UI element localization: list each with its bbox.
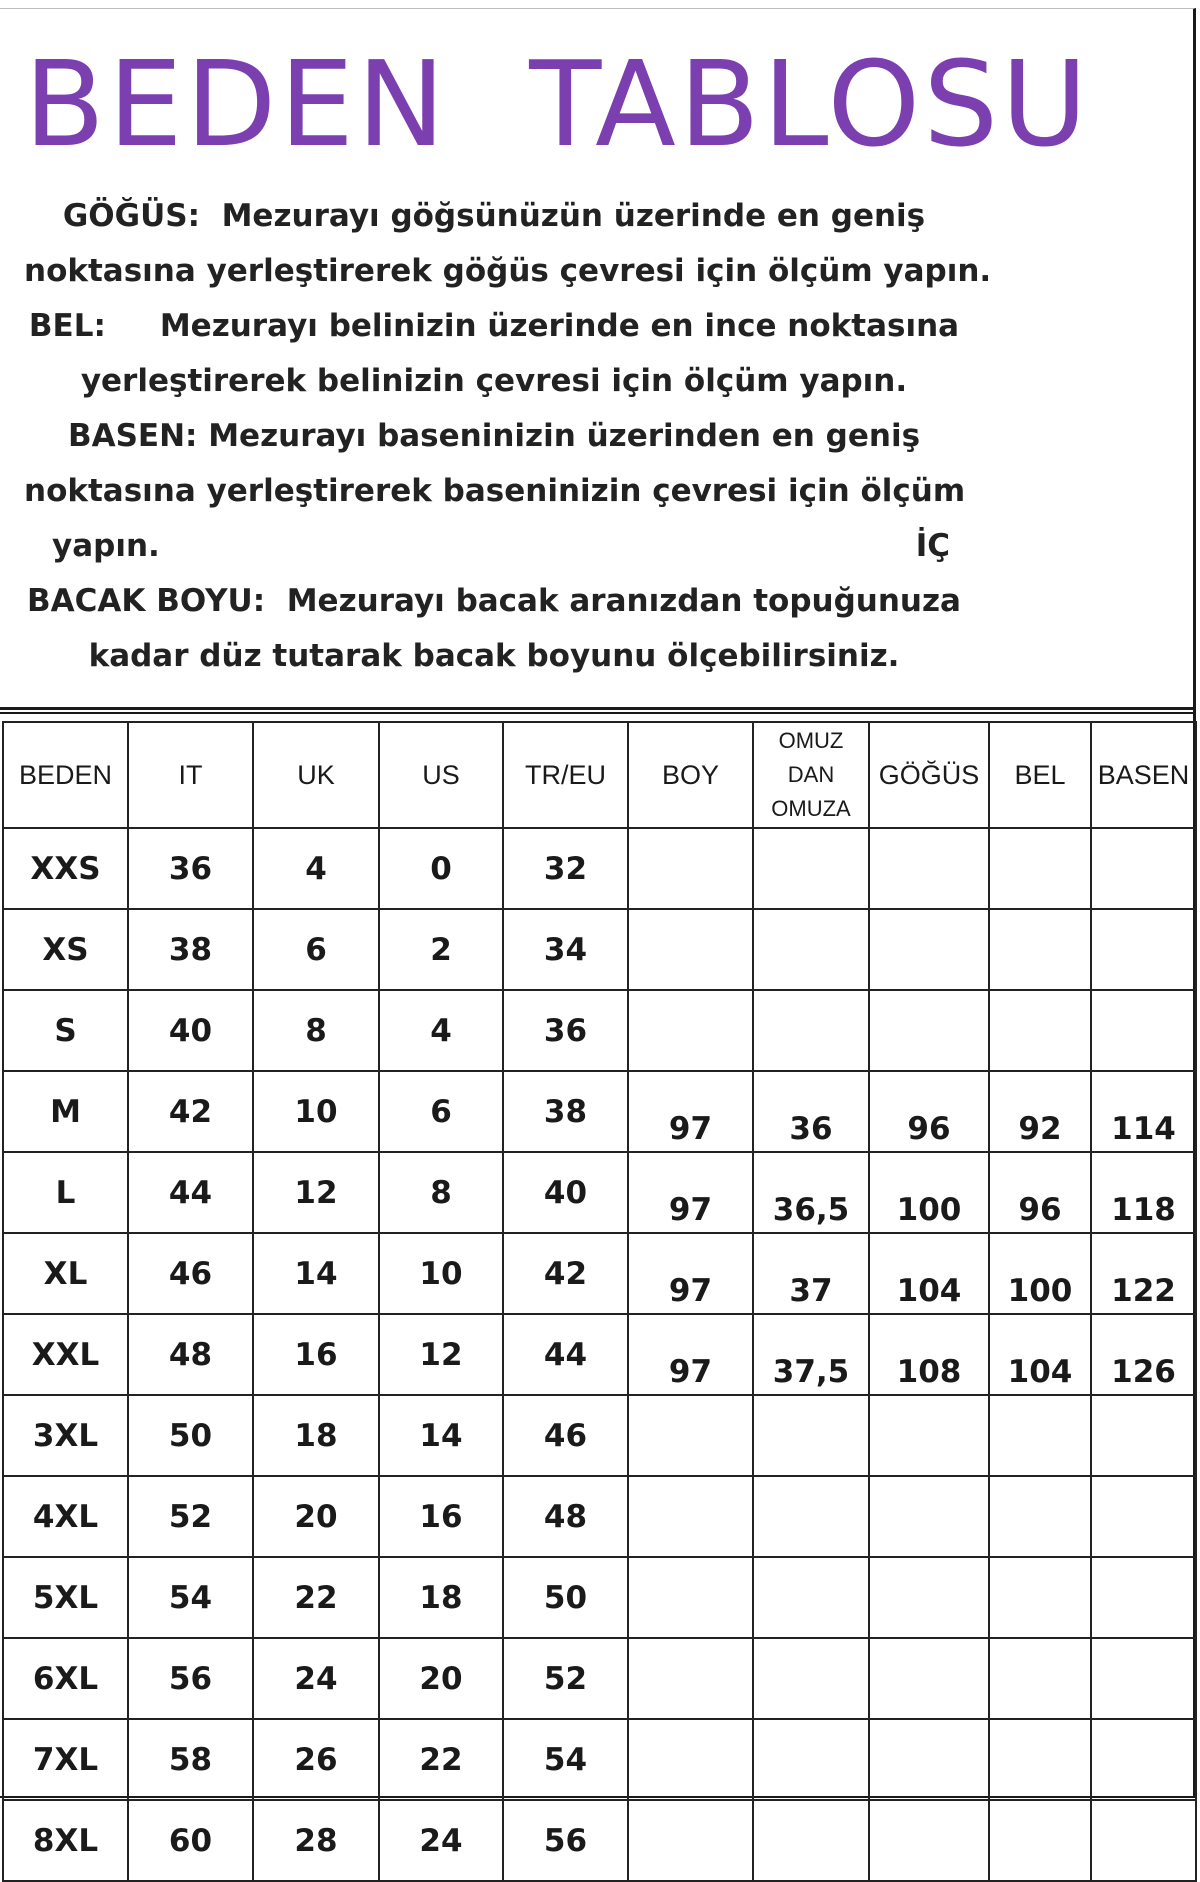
cell-boy	[628, 1557, 753, 1638]
cell-beden: XXS	[3, 828, 128, 909]
cell-it: 58	[128, 1719, 253, 1800]
cell-us: 6	[379, 1071, 503, 1152]
cell-uk: 4	[253, 828, 379, 909]
table-header-row	[3, 722, 1196, 828]
table-row	[3, 1638, 1196, 1719]
cell-shoulder: 36	[753, 1071, 869, 1152]
cell-uk: 24	[253, 1638, 379, 1719]
cell-hip	[1091, 1476, 1196, 1557]
cell-us: 18	[379, 1557, 503, 1638]
cell-chest: 104	[869, 1233, 989, 1314]
header-waist: BEL	[989, 722, 1091, 828]
cell-us: 14	[379, 1395, 503, 1476]
cell-uk: 8	[253, 990, 379, 1071]
cell-uk: 6	[253, 909, 379, 990]
cell-boy	[628, 1719, 753, 1800]
header-shoulder: OMUZ DAN OMUZA	[753, 722, 869, 828]
cell-waist	[989, 828, 1091, 909]
cell-tr-eu: 38	[503, 1071, 628, 1152]
page-title: BEDEN TABLOSU	[24, 35, 1091, 173]
cell-boy: 97	[628, 1314, 753, 1395]
table-row	[3, 828, 1196, 909]
cell-boy	[628, 1638, 753, 1719]
cell-shoulder	[753, 1557, 869, 1638]
cell-tr-eu: 44	[503, 1314, 628, 1395]
cell-chest	[869, 828, 989, 909]
cell-shoulder	[753, 1800, 869, 1881]
cell-waist: 92	[989, 1071, 1091, 1152]
cell-tr-eu: 34	[503, 909, 628, 990]
cell-beden: XS	[3, 909, 128, 990]
cell-it: 42	[128, 1071, 253, 1152]
cell-shoulder	[753, 828, 869, 909]
cell-hip	[1091, 1800, 1196, 1881]
cell-chest	[869, 1719, 989, 1800]
table-row	[3, 1557, 1196, 1638]
cell-it: 50	[128, 1395, 253, 1476]
cell-hip: 118	[1091, 1152, 1196, 1233]
cell-hip	[1091, 1557, 1196, 1638]
instruction-hip-line-3-text: yapın.	[52, 528, 160, 564]
cell-us: 2	[379, 909, 503, 990]
cell-chest	[869, 990, 989, 1071]
table-row	[3, 1314, 1196, 1395]
cell-hip	[1091, 1395, 1196, 1476]
cell-tr-eu: 32	[503, 828, 628, 909]
cell-hip	[1091, 828, 1196, 909]
cell-waist: 100	[989, 1233, 1091, 1314]
cell-hip	[1091, 1719, 1196, 1800]
header-tr-eu: TR/EU	[503, 722, 628, 828]
cell-hip: 126	[1091, 1314, 1196, 1395]
cell-hip: 122	[1091, 1233, 1196, 1314]
cell-uk: 12	[253, 1152, 379, 1233]
table-row	[3, 1395, 1196, 1476]
instruction-waist-line-2: yerleştirerek belinizin çevresi için ölçüm yapın.	[80, 363, 908, 399]
header-it: IT	[128, 722, 253, 828]
cell-boy	[628, 828, 753, 909]
cell-beden: 4XL	[3, 1476, 128, 1557]
cell-boy	[628, 909, 753, 990]
table-row	[3, 909, 1196, 990]
cell-tr-eu: 36	[503, 990, 628, 1071]
size-table	[2, 721, 1197, 1882]
table-row	[3, 1233, 1196, 1314]
header-boy: BOY	[628, 722, 753, 828]
cell-beden: 3XL	[3, 1395, 128, 1476]
cell-chest	[869, 1638, 989, 1719]
cell-it: 60	[128, 1800, 253, 1881]
cell-it: 52	[128, 1476, 253, 1557]
cell-chest	[869, 1395, 989, 1476]
cell-us: 12	[379, 1314, 503, 1395]
cell-beden: XL	[3, 1233, 128, 1314]
table-row	[3, 1719, 1196, 1800]
cell-hip: 114	[1091, 1071, 1196, 1152]
cell-waist	[989, 1476, 1091, 1557]
section-divider	[0, 707, 1196, 714]
cell-uk: 26	[253, 1719, 379, 1800]
header-chest: GÖĞÜS	[869, 722, 989, 828]
instruction-chest-line-2: noktasına yerleştirerek göğüs çevresi için ölçüm yapın.	[24, 253, 992, 289]
cell-tr-eu: 48	[503, 1476, 628, 1557]
cell-beden: XXL	[3, 1314, 128, 1395]
cell-it: 36	[128, 828, 253, 909]
table-body	[3, 828, 1196, 1881]
cell-it: 54	[128, 1557, 253, 1638]
cell-waist	[989, 1638, 1091, 1719]
cell-hip	[1091, 909, 1196, 990]
cell-uk: 20	[253, 1476, 379, 1557]
cell-chest	[869, 1800, 989, 1881]
cell-beden: 8XL	[3, 1800, 128, 1881]
cell-chest	[869, 909, 989, 990]
cell-tr-eu: 54	[503, 1719, 628, 1800]
instruction-waist-line-1: BEL: Mezurayı belinizin üzerinde en ince noktasına	[28, 308, 960, 344]
cell-shoulder	[753, 1395, 869, 1476]
instruction-inseam-line-2: kadar düz tutarak bacak boyunu ölçebilirsiniz.	[88, 638, 900, 674]
header-us: US	[379, 722, 503, 828]
table-row	[3, 1152, 1196, 1233]
cell-hip	[1091, 990, 1196, 1071]
cell-shoulder	[753, 909, 869, 990]
cell-boy: 97	[628, 1233, 753, 1314]
instruction-hip-line-1: BASEN: Mezurayı baseninizin üzerinden en geniş	[67, 418, 921, 454]
cell-it: 56	[128, 1638, 253, 1719]
cell-tr-eu: 56	[503, 1800, 628, 1881]
cell-us: 10	[379, 1233, 503, 1314]
cell-beden: 7XL	[3, 1719, 128, 1800]
table-row	[3, 990, 1196, 1071]
cell-tr-eu: 40	[503, 1152, 628, 1233]
header-hip: BASEN	[1091, 722, 1196, 828]
cell-tr-eu: 42	[503, 1233, 628, 1314]
cell-shoulder	[753, 1476, 869, 1557]
cell-tr-eu: 46	[503, 1395, 628, 1476]
cell-us: 22	[379, 1719, 503, 1800]
cell-boy	[628, 1476, 753, 1557]
instruction-inseam-line-1: BACAK BOYU: Mezurayı bacak aranızdan topuğunuza	[27, 583, 961, 619]
cell-uk: 28	[253, 1800, 379, 1881]
cell-shoulder	[753, 1638, 869, 1719]
cell-hip	[1091, 1638, 1196, 1719]
cell-boy: 97	[628, 1152, 753, 1233]
cell-it: 40	[128, 990, 253, 1071]
cell-boy	[628, 1395, 753, 1476]
cell-us: 20	[379, 1638, 503, 1719]
header-uk: UK	[253, 722, 379, 828]
cell-waist	[989, 1395, 1091, 1476]
cell-chest	[869, 1557, 989, 1638]
cell-it: 38	[128, 909, 253, 990]
cell-waist	[989, 909, 1091, 990]
table-row	[3, 1476, 1196, 1557]
header-beden: BEDEN	[3, 722, 128, 828]
cell-it: 46	[128, 1233, 253, 1314]
cell-waist	[989, 990, 1091, 1071]
cell-tr-eu: 50	[503, 1557, 628, 1638]
cell-us: 8	[379, 1152, 503, 1233]
cell-waist	[989, 1719, 1091, 1800]
cell-beden: S	[3, 990, 128, 1071]
instruction-chest-line-1: GÖĞÜS: Mezurayı göğsünüzün üzerinde en geniş	[62, 198, 926, 234]
size-chart-sheet	[0, 8, 1196, 1859]
cell-chest: 100	[869, 1152, 989, 1233]
instruction-hip-line-3	[24, 519, 964, 574]
cell-beden: 6XL	[3, 1638, 128, 1719]
cell-shoulder	[753, 1719, 869, 1800]
cell-it: 44	[128, 1152, 253, 1233]
cell-us: 0	[379, 828, 503, 909]
cell-shoulder: 36,5	[753, 1152, 869, 1233]
cell-beden: 5XL	[3, 1557, 128, 1638]
cell-waist	[989, 1557, 1091, 1638]
table-row	[3, 1800, 1196, 1881]
cell-uk: 22	[253, 1557, 379, 1638]
cell-shoulder: 37	[753, 1233, 869, 1314]
cell-chest	[869, 1476, 989, 1557]
cell-waist: 104	[989, 1314, 1091, 1395]
cell-shoulder	[753, 990, 869, 1071]
cell-beden: L	[3, 1152, 128, 1233]
cell-uk: 14	[253, 1233, 379, 1314]
table-row	[3, 1071, 1196, 1152]
cell-uk: 18	[253, 1395, 379, 1476]
measurement-instructions	[24, 189, 992, 684]
instruction-hip-line-2: noktasına yerleştirerek baseninizin çevresi için ölçüm	[24, 473, 966, 509]
cell-boy	[628, 990, 753, 1071]
instruction-inner-label: İÇ	[915, 528, 950, 564]
cell-uk: 16	[253, 1314, 379, 1395]
cell-us: 16	[379, 1476, 503, 1557]
cell-boy	[628, 1800, 753, 1881]
cell-waist	[989, 1800, 1091, 1881]
cell-chest: 96	[869, 1071, 989, 1152]
cell-boy: 97	[628, 1071, 753, 1152]
cell-beden: M	[3, 1071, 128, 1152]
cell-shoulder: 37,5	[753, 1314, 869, 1395]
cell-uk: 10	[253, 1071, 379, 1152]
cell-us: 24	[379, 1800, 503, 1881]
cell-tr-eu: 52	[503, 1638, 628, 1719]
cell-us: 4	[379, 990, 503, 1071]
cell-waist: 96	[989, 1152, 1091, 1233]
cell-chest: 108	[869, 1314, 989, 1395]
cell-it: 48	[128, 1314, 253, 1395]
